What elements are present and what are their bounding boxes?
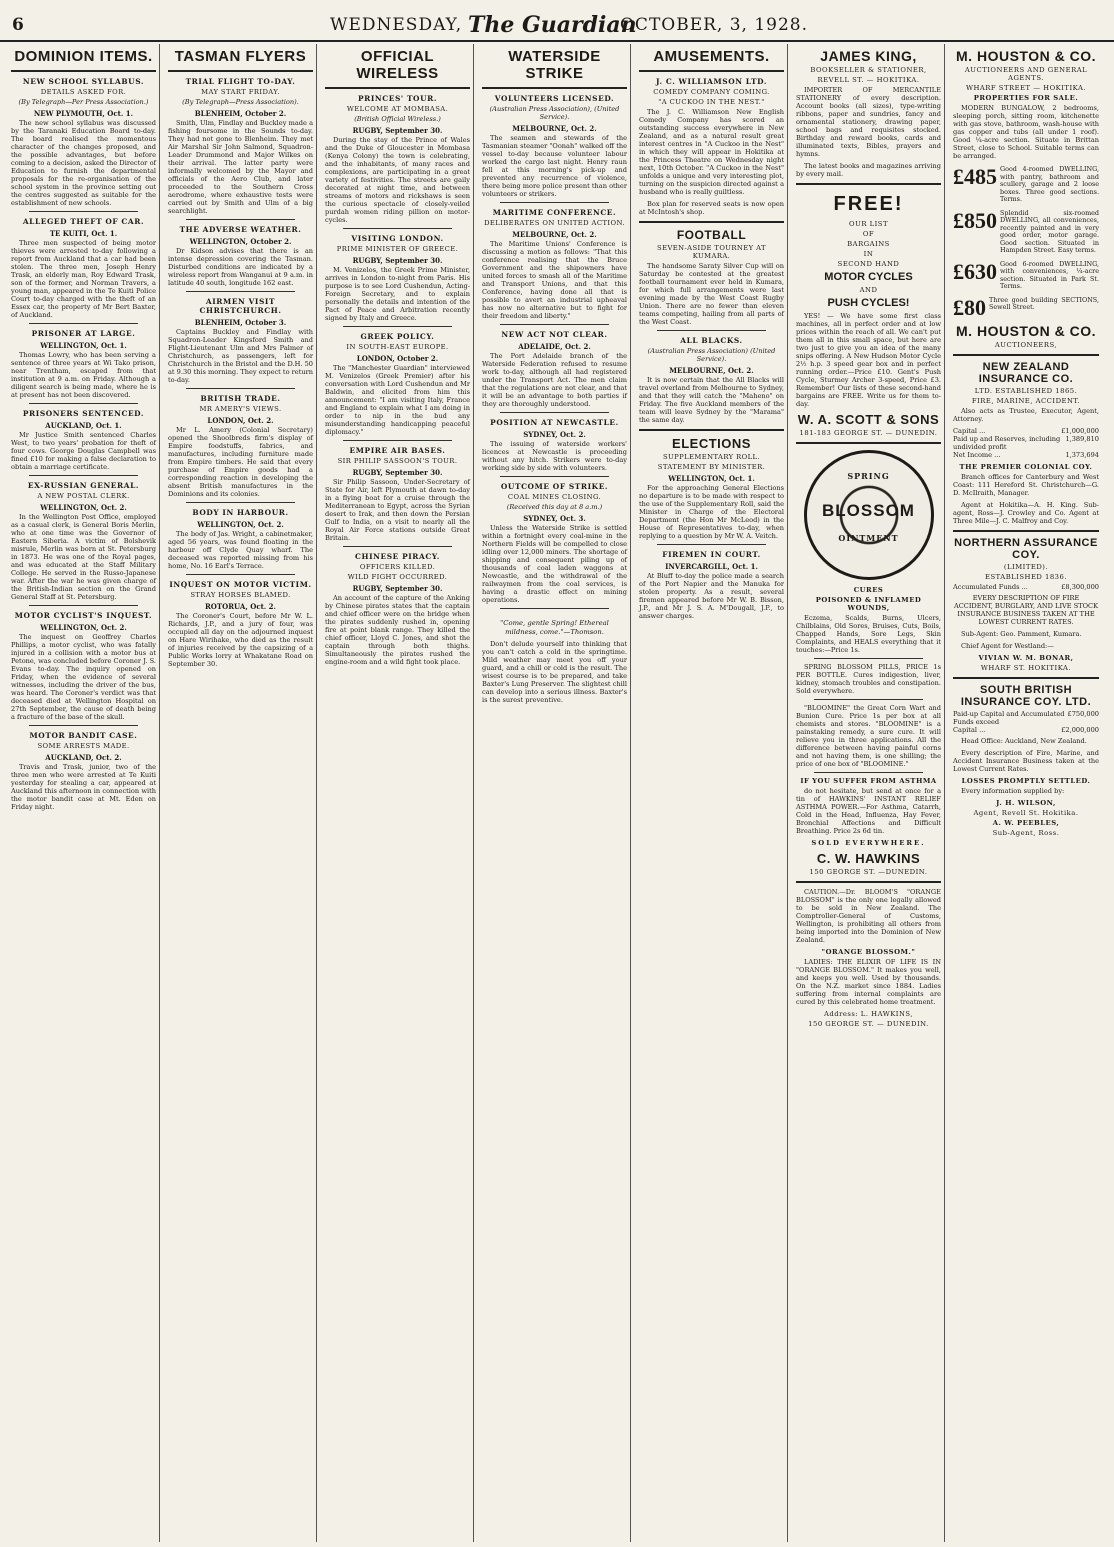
- article-subtitle: STRAY HORSES BLAMED.: [190, 591, 291, 599]
- article-title: ALLEGED THEFT OF CAR.: [22, 217, 145, 226]
- dateline: BLENHEIM, October 3.: [194, 318, 287, 327]
- divider: [186, 219, 295, 220]
- section-heading: ELECTIONS: [672, 436, 751, 451]
- seal-text-top: SPRING: [847, 471, 890, 481]
- property-listing: [953, 258, 1099, 291]
- property-desc: Splendid six-roomed DWELLING, all conveniences, recently painted and in very good order, motor garage. Good section. Situated in Hampden Street. Easy terms.: [1000, 208, 1099, 254]
- divider: [29, 605, 138, 606]
- divider: [953, 530, 1099, 532]
- column-tasman-flyers: [165, 44, 317, 1542]
- column-heading: AMUSEMENTS.: [653, 48, 770, 65]
- ad-address: 150 GEORGE ST. —DUNEDIN.: [809, 868, 928, 876]
- article-title: PRINCES' TOUR.: [357, 94, 438, 103]
- divider: [796, 442, 941, 444]
- article-title: ALL BLACKS.: [680, 336, 743, 345]
- ad-line: OUR LIST: [849, 220, 888, 228]
- article-body: Dr Kidson advises that there is an intense depression covering the Tasman. Disturbed conditions are indicated by a wireless report from Wanganui at 9 a.m. in latitude 40 south, longitude 162 east.: [168, 247, 313, 287]
- article-title: MOTOR CYCLIST'S INQUEST.: [14, 611, 153, 620]
- divider: [500, 608, 609, 609]
- article-body: Unless the Waterside Strike is settled within a fortnight every coal-mine in the Northern Fields will be compelled to close idling over 12,000 miners. The shortage of shipping and consequent piling up of thousands of coal laden waggons at Newcastle, and the withdrawal of the railwaymen from the coal services, is having a drastic effect on mining operations.: [482, 524, 627, 604]
- divider: [29, 475, 138, 476]
- article-source: (By Telegraph—Press Association).: [182, 98, 299, 106]
- dateline: WELLINGTON, Oct. 2.: [40, 503, 127, 512]
- dateline: SYDNEY, Oct. 3.: [523, 514, 586, 523]
- page-number: 6: [12, 15, 24, 35]
- divider: [796, 881, 941, 883]
- property-desc: Good 4-roomed DWELLING, with pantry, bathroom and scullery, garage and 2 loose boxes. Three good sections. Terms.: [1000, 165, 1099, 203]
- article-source: (By Telegraph—Per Press Association.): [18, 98, 149, 106]
- article-title: PRISONERS SENTENCED.: [22, 409, 145, 418]
- ad-subtitle: ESTABLISHED 1836.: [985, 572, 1067, 581]
- financial-label: Paid-up Capital and Accumulated Funds exceed: [953, 709, 1065, 726]
- section-heading: FOOTBALL: [676, 228, 747, 242]
- dateline: WELLINGTON, Oct. 2.: [40, 623, 127, 632]
- divider: [953, 354, 1099, 356]
- article-source: (Received this day at 8 a.m.): [506, 503, 603, 511]
- ad-line: MOTOR CYCLES: [824, 271, 913, 283]
- article-body: The inquest on Geoffrey Charles Phillips, a motor cyclist, who was fatally injured in a collision with a motor bus at Petone, was concluded before Coroner J. S. Evans to-day. The inquiry opened on Friday, when the evidence of several witnesses, including the driver of the bus, was heard. The Coroner's verdict was that deceased died at Wellington Hospital on 27th September, the cause of death being a fracture of the base of the skull.: [11, 633, 156, 721]
- article-title: POSITION AT NEWCASTLE.: [490, 418, 619, 427]
- ad-body: EVERY DESCRIPTION OF FIRE ACCIDENT, BURGLARY, AND LIVE STOCK INSURANCE BUSINESS TAKEN AT THE LOWEST CURRENT RATES.: [953, 593, 1099, 626]
- poem-quote: "Come, gentle Spring! Ethereal mildness, come."—Thomson.: [500, 619, 609, 636]
- column-heading: TASMAN FLYERS: [174, 48, 307, 65]
- divider: [343, 228, 452, 229]
- financial-label: Capital ...: [953, 426, 986, 435]
- divider: [343, 546, 452, 547]
- article-subtitle: SOME ARRESTS MADE.: [37, 742, 130, 750]
- article-body: The issuing of waterside workers' licences at Newcastle is proceeding without any hitch. Strikers were to-day working side by side with volunteers.: [482, 440, 627, 472]
- masthead-title: The Guardian: [468, 12, 637, 38]
- ad-body: Also acts as Trustee, Executor, Agent, Attorney.: [953, 406, 1099, 423]
- ad-south-british-title: SOUTH BRITISH INSURANCE COY. LTD.: [960, 683, 1092, 708]
- column-dominion-items: [8, 44, 160, 1542]
- financial-value: £2,000,000: [1061, 725, 1099, 734]
- ad-body: Head Office: Auckland, New Zealand.: [961, 736, 1087, 745]
- ad-james-king-title: JAMES KING,: [820, 48, 917, 64]
- column-official-wireless: [322, 44, 474, 1542]
- financial-row: [953, 583, 1099, 591]
- column-heading: WATERSIDE STRIKE: [508, 48, 601, 82]
- article-title: NEW ACT NOT CLEAR.: [501, 330, 608, 339]
- ad-body: YES! — We have some first class machines, all in perfect order and at low prices within the reach of all. We can't put them all in this small space, but here are two just to give you an idea of the many snips offering. A New Hudson Motor Cycle 2½ h.p. 3 speed gear box and in perfect running order.—Price £10. Gent's Push Cycle, Sturmey Archer 3-speed, Price £3. Remember! Our lists of these second-hand bargains are FREE. Write us for them to-day.: [796, 312, 941, 408]
- divider: [482, 87, 627, 89]
- dateline: LONDON, October 2.: [356, 354, 439, 363]
- financial-row: [953, 726, 1099, 734]
- ad-address: 150 GEORGE ST. — DUNEDIN.: [808, 1020, 929, 1028]
- column-amusements: [636, 44, 788, 1542]
- article-body: It is now certain that the All Blacks will travel overland from Melbourne to Sydney, and that they will catch the "Maheno" on Friday. The five Auckland members of the team will leave Sydney by the "Marama" the same day.: [639, 376, 784, 424]
- financial-value: £750,000: [1067, 709, 1099, 718]
- ad-line: OF: [862, 230, 875, 238]
- article-title: GREEK POLICY.: [360, 332, 435, 341]
- divider: [186, 388, 295, 389]
- article-title: TRIAL FLIGHT TO-DAY.: [185, 77, 296, 86]
- article-body: Captains Buckley and Findlay with Squadron-Leader Kingsford Smith and Flight-Lieutenant Ulm and Mrs Palmer of Christchurch, as passengers, left for Christchurch in the Bristol and the D.H. 50 at 9.30 this morning. They expect to return to-day.: [168, 328, 313, 384]
- divider: [168, 70, 313, 72]
- property-listing: [953, 294, 1099, 320]
- ad-hawkins-title: C. W. HAWKINS: [816, 851, 921, 866]
- ad-subtitle: THE PREMIER COLONIAL COY.: [959, 462, 1093, 471]
- dateline: MELBOURNE, Oct. 2.: [512, 230, 597, 239]
- ad-address: Address: L. HAWKINS,: [824, 1010, 913, 1018]
- article-subtitle: WILD FIGHT OCCURRED.: [347, 573, 448, 581]
- article-subtitle: COAL MINES CLOSING.: [507, 493, 602, 501]
- article-body: M. Venizelos, the Greek Prime Minister, arrives in London to-night from Paris. His purpose is to see Lord Cushendun, Acting-Foreign Secretary, and to explain personally the details and intention of the Pact of Peace and Arbitration recently signed by Italy and Greece.: [325, 266, 470, 322]
- property-listing: [953, 207, 1099, 255]
- dateline: MELBOURNE, Oct. 2.: [512, 124, 597, 133]
- ad-subtitle: AUCTIONEERS AND GENERAL AGENTS.: [964, 66, 1088, 82]
- property-listing: MODERN BUNGALOW, 2 bedrooms, sleeping porch, sitting room, kitchenette with gas stove, bathroom, wash-house with gas copper and tubs (all under 1 roof). Good ¼-acre section. Situate in Brittan Street, close to School. Suitable terms can be arranged.: [953, 104, 1099, 160]
- article-body: In the Wellington Post Office, employed as a casual clerk, is General Boris Merlin, who at one time was the Governor of Eastern Siberia. A victim of Bolshevik misrule, Merlin was born at St. Petersburg in 1873. He was one of the Royal pages, and was educated at the Staff Military College. He served in the Russo-Japanese war. After the war he was given charge of the British-Indian section on the Grand General Staff at St. Petersburg.: [11, 513, 156, 601]
- ad-address: WHARF ST. HOKITIKA.: [980, 663, 1072, 672]
- article-source: (Australian Press Association), (United Service).: [489, 105, 620, 121]
- article-title: THE ADVERSE WEATHER.: [179, 225, 302, 234]
- financial-label: Net Income ...: [953, 450, 1001, 459]
- spring-blossom-seal-icon: [804, 450, 934, 580]
- article-title: J. C. WILLIAMSON LTD.: [655, 77, 767, 86]
- article-title: CHINESE PIRACY.: [355, 552, 440, 561]
- divider: [657, 544, 766, 545]
- column-waterside-strike: [479, 44, 631, 1542]
- dateline: RUGBY, September 30.: [352, 584, 443, 593]
- article-title: OUTCOME OF STRIKE.: [500, 482, 609, 491]
- ad-subtitle: LOSSES PROMPTLY SETTLED.: [961, 776, 1091, 785]
- financial-value: 1,373,694: [1065, 450, 1099, 459]
- ad-subtitle: FIRE, MARINE, ACCIDENT.: [971, 396, 1081, 405]
- article-title: AIRMEN VISIT CHRISTCHURCH.: [199, 297, 282, 315]
- divider: [500, 324, 609, 325]
- ad-address: 181-183 GEORGE ST. — DUNEDIN.: [799, 429, 938, 437]
- article-subtitle: DETAILS ASKED FOR.: [40, 88, 127, 96]
- seal-text-main: BLOSSOM: [822, 501, 915, 520]
- property-price: £630: [953, 258, 997, 284]
- article-body: The seamen and stewards of the Tasmanian steamer "Oonah" walked off the vessel to-day because volunteer labour worked the cargo last night. Henry raun fell at this morning's pick-up and prevented any recurrence of violence, there being more police present than other volunteers or strikers.: [482, 134, 627, 198]
- article-subtitle: DELIBERATES ON UNITED ACTION.: [484, 219, 625, 227]
- financial-row: [953, 427, 1099, 435]
- ad-line: CURES: [853, 586, 884, 594]
- column-heading: DOMINION ITEMS.: [14, 48, 153, 65]
- divider: [11, 70, 156, 72]
- ad-northern-title: NORTHERN ASSURANCE COY.: [954, 536, 1098, 561]
- article-body: Travis and Trask, junior, two of the three men who were arrested at Te Kuiti yesterday for stealing a car, appeared at Auckland this afternoon in connection with the motor bandit case at Mt. Eden on Friday night.: [11, 763, 156, 811]
- article-title: MARITIME CONFERENCE.: [492, 208, 617, 217]
- ad-line: SECOND HAND: [837, 260, 900, 268]
- article-title: FIREMEN IN COURT.: [662, 550, 761, 559]
- masthead: [0, 10, 1114, 42]
- ad-body: Every description of Fire, Marine, and Accident Insurance Business taken at the Lowest Current Rates.: [953, 748, 1099, 773]
- dateline: MELBOURNE, Oct. 2.: [669, 366, 754, 375]
- ad-agent-name: VIVIAN W. M. BONAR,: [978, 653, 1074, 662]
- ad-line: IN: [863, 250, 874, 258]
- divider: [500, 202, 609, 203]
- article-body: Thomas Lowry, who has been serving a sentence of three years at Wi Tako prison, near Trentham, escaped from that institution at 9 a.m. on Friday. Although a diligent search is being made, where he is at present has not been discovered.: [11, 351, 156, 399]
- ad-subtitle: PROPERTIES FOR SALE.: [973, 94, 1079, 102]
- divider: [29, 211, 138, 212]
- article-title: MOTOR BANDIT CASE.: [29, 731, 138, 740]
- financial-label: Paid up and Reserves, including undivided profit: [953, 434, 1061, 451]
- seal-text-bottom: OINTMENT: [838, 533, 899, 543]
- article-body: The body of Jas. Wright, a cabinetmaker, aged 56 years, was found floating in the harbour off Clyde Quay wharf. The deceased was reported missing from his home, No. 16 Earl's Terrace.: [168, 530, 313, 570]
- article-title: PRISONER AT LARGE.: [31, 329, 136, 338]
- dateline: AUCKLAND, Oct. 1.: [45, 421, 122, 430]
- divider: [814, 658, 923, 659]
- divider: [500, 412, 609, 413]
- article-subtitle: OFFICERS KILLED.: [359, 563, 436, 571]
- ad-address: Sub-Agent, Ross.: [992, 828, 1060, 837]
- ad-free-heading: FREE!: [833, 193, 904, 215]
- article-subtitle: IN SOUTH-EAST EUROPE.: [346, 343, 449, 351]
- article-body: During the stay of the Prince of Wales and the Duke of Gloucester in Mombasa (Kenya Colony) the town is celebrating, and the inhabitants, of many races and complexions, are participating in a great variety of festivities. The streets are gaily decorated at night time, and between streams of motors and rickshaws is seen the curious spectacle of closely-veiled purdah women riding pillion on motor-cycles.: [325, 136, 470, 224]
- article-title: VOLUNTEERS LICENSED.: [494, 94, 615, 103]
- article-subtitle: SEVEN-ASIDE TOURNEY AT KUMARA.: [657, 244, 766, 260]
- dateline: WELLINGTON, Oct. 1.: [40, 341, 127, 350]
- ad-body: Every information supplied by:: [961, 786, 1065, 795]
- ad-subtitle: (LIMITED).: [1003, 562, 1049, 571]
- ad-subtitle: POISONED & INFLAMED WOUNDS,: [815, 596, 922, 612]
- ad-body: IMPORTER OF MERCANTILE STATIONERY of every description. Account books (all sizes), type-writing ribbons, paper and sundries, fancy and ornamental stationery, drawing paper, school bags and requisites stocked. Birthday and reward books, cards and illuminated texts, Bibles, prayers and hymns.: [796, 86, 941, 158]
- ad-subtitle: AUCTIONEERS,: [994, 340, 1058, 349]
- ad-houston-footer: M. HOUSTON & CO.: [956, 322, 1096, 339]
- divider: [953, 677, 1099, 679]
- article-subtitle: SUPPLEMENTARY ROLL.: [663, 453, 760, 461]
- masthead-day: WEDNESDAY,: [330, 15, 463, 35]
- ad-subtitle: "ORANGE BLOSSOM.": [821, 948, 916, 956]
- financial-row: [953, 435, 1099, 451]
- article-body: Sir Philip Sassoon, Under-Secretary of State for Air, left Plymouth at dawn to-day in a flying boat for a cruise through the Mediterranean to Egypt, across the Syrian desert to Irak, and then down the Persian Gulf to India, on a visit to nearly all the Royal Air Force stations outside Great Britain.: [325, 478, 470, 542]
- ad-body: CAUTION.—Dr. BLOOM'S "ORANGE BLOSSOM" is the only one legally allowed to be sold in New Zealand. The Comptroller-General of Customs, Wellington, is prohibiting all others from being imported into the Dominion of New Zealand.: [796, 888, 941, 944]
- dateline: INVERCARGILL, Oct. 1.: [665, 562, 758, 571]
- dateline: RUGBY, September 30.: [352, 126, 443, 135]
- divider: [343, 326, 452, 327]
- ad-houston-title: M. HOUSTON & CO.: [956, 48, 1096, 64]
- divider: [657, 330, 766, 331]
- dateline: WELLINGTON, Oct. 2.: [197, 520, 284, 529]
- ad-body: do not hesitate, but send at once for a tin of HAWKINS' INSTANT RELIEF ASTHMA POWER.—For Asthma, Catarrh, Cold in the Head, Influenza, Hay Fever, Bronchial Affections and Difficult Breathing. Price 2s 6d tin.: [796, 787, 941, 835]
- article-title: EX-RUSSIAN GENERAL.: [27, 481, 140, 490]
- dateline: BLENHEIM, October 2.: [194, 109, 287, 118]
- article-subtitle: PRIME MINISTER OF GREECE.: [336, 245, 459, 253]
- article-body: The "Manchester Guardian" interviewed M. Venizelos (Greek Premier) after his conversation with Lord Cushendun and Mr Baldwin, and elicited from him this announcement: "I am visiting Italy, France and England to explain what I am doing in order to nip in the bud any misunderstanding handicapping peaceful diplomacy.": [325, 364, 470, 436]
- article-body: The Coroner's Court, before Mr W. L. Richards, J.P., and a jury of four, was occupied all day on the adjourned inquest on Hare Wirihake, who died as the result of injuries received by the capsizing of a Public Works lorry at Whakatane Road on September 30.: [168, 612, 313, 668]
- article-subtitle: STATEMENT BY MINISTER.: [657, 463, 766, 471]
- ad-nz-insurance-title: NEW ZEALAND INSURANCE CO.: [978, 360, 1074, 385]
- article-subtitle: "A CUCKOO IN THE NEST.": [658, 98, 765, 106]
- article-subtitle: MAY START FRIDAY.: [201, 88, 280, 96]
- ad-line: PUSH CYCLES!: [827, 297, 910, 309]
- ad-body: Chief Agent for Westland:—: [961, 641, 1054, 650]
- financial-row: [953, 710, 1099, 726]
- columns: [8, 44, 1108, 1542]
- article-body: The new school syllabus was discussed by the Taranaki Education Board to-day. The board realised the momentous character of the changes proposed, and the possible advantages, but before coming to a decision, asked the Director of Education to furnish the departmental proposals for the re-organisation of the school system in the province setting out the centres suggested as suitable for the establishment of new schools.: [11, 119, 156, 207]
- article-body: Smith, Ulm, Findlay and Buckley made a fishing foursome in the Sounds to-day. They had not gone to Blenheim. They met Air Marshal Sir John Salmond, Squadron-Leader Drummond and Major Wilkes on their arrival. The latter party were informally welcomed by the Mayor and officials of the Aero Club, and later proceeded to the Southern Cross aerodrome, where exhaustive tests were carried out by Smith and Ulm of a big searchlight.: [168, 119, 313, 215]
- divider: [186, 574, 295, 575]
- article-body: Mr Justice Smith sentenced Charles West, to two years' probation for theft of four cows. George Douglas Campbell was fined £10 for making a false declaration to obtain a marriage certificate.: [11, 431, 156, 471]
- dateline: ROTORUA, Oct. 2.: [204, 602, 276, 611]
- article-body: The handsome Saraty Silver Cup will on Saturday be contested at the greatest football tournament ever held in Kumara, for which full arrangements were last evening made by the West Coast Rugby Union. There are no fewer than eleven teams competing, hailing from all parts of the West Coast.: [639, 262, 784, 326]
- divider: [29, 403, 138, 404]
- dateline: WELLINGTON, Oct. 1.: [668, 474, 755, 483]
- article-title: VISITING LONDON.: [351, 234, 444, 243]
- article-subtitle: WELCOME AT MOMBASA.: [346, 105, 449, 113]
- article-subtitle: COMEDY COMPANY COMING.: [653, 88, 770, 96]
- ad-subtitle: LTD. ESTABLISHED 1865.: [974, 386, 1078, 395]
- dateline: LONDON, Oct. 2.: [207, 416, 274, 425]
- ad-line: BARGAINS: [847, 240, 890, 248]
- dateline: TE KUITI, Oct. 1.: [49, 229, 118, 238]
- ad-agent-name: A. W. PEEBLES,: [992, 818, 1060, 827]
- column-advertisements-a: [793, 44, 945, 1542]
- ad-body: "BLOOMINE" the Great Corn Wart and Bunion Cure. Price 1s per box at all chemists and stores. "BLOOMINE" is a painstaking remedy, a sure cure. It will relieve you in three applications. All the difference between having painful corns and not having them, is one shilling; the price of one box of "BLOOMINE.": [796, 704, 941, 768]
- divider: [29, 725, 138, 726]
- dateline: AUCKLAND, Oct. 2.: [45, 753, 122, 762]
- article-subtitle: MR AMERY'S VIEWS.: [199, 405, 282, 413]
- divider: [343, 440, 452, 441]
- article-title: BODY IN HARBOUR.: [192, 508, 289, 517]
- financial-value: £8,300,000: [1061, 582, 1099, 591]
- property-desc: Good 6-roomed DWELLING, with conveniences, ¼-acre section. Situated in Park St. Terms.: [1000, 259, 1099, 290]
- article-body: For the approaching General Elections no departure is to be made with respect to the use of the Supplementary Roll, said the Minister in Charge of the Electoral Department (the Hon Mr McLeod) in the House of Representatives to-day, when replying to a question by Mr W. A. Veitch.: [639, 484, 784, 540]
- ad-body: SPRING BLOSSOM PILLS, PRICE 1s PER BOTTLE. Cures indigestion, liver, kidney, stomach troubles and constipation. Sold everywhere.: [796, 663, 941, 695]
- ad-line: SOLD EVERYWHERE.: [811, 839, 926, 847]
- article-title: INQUEST ON MOTOR VICTIM.: [169, 580, 312, 589]
- divider: [796, 183, 941, 185]
- dateline: RUGBY, September 30.: [352, 256, 443, 265]
- ad-body: LADIES: THE ELIXIR OF LIFE IS IN "ORANGE BLOSSOM." It makes you well, and keeps you well. Used by thousands. On the N.Z. market since 1884. Ladies suffering from internal complaints are cured by this celebrated home treatment.: [796, 958, 941, 1006]
- financial-row: [953, 451, 1099, 459]
- ad-subtitle: IF YOU SUFFER FROM ASTHMA: [800, 777, 937, 785]
- ad-scott-title: W. A. SCOTT & SONS: [797, 412, 940, 427]
- dateline: WELLINGTON, October 2.: [189, 237, 292, 246]
- financial-label: Capital ...: [953, 725, 986, 734]
- divider: [186, 291, 295, 292]
- ad-line: AND: [859, 286, 878, 294]
- financial-value: £1,000,000: [1061, 426, 1099, 435]
- article-body: An account of the capture of the Anking by Chinese pirates states that the captain and chief officer were on the bridge when the pirates suddenly rushed in, opening fire at point blank range. They killed the chief officer, Lloyd C. Jones, and shot the captain through both thighs. Simultaneously the pirates rushed the engine-room and a wild fight took place.: [325, 594, 470, 666]
- article-body: At Bluff to-day the police made a search of the Port Napier and the Manuka for stolen property. As a result, several firemen appeared before Mr W. B. Bisson, J.P., and Mr J. S. A. M'Dougall, J.P., to answer charges.: [639, 572, 784, 620]
- article-title: BRITISH TRADE.: [200, 394, 281, 403]
- divider: [639, 221, 784, 223]
- ad-body: The latest books and magazines arriving by every mail.: [796, 162, 941, 178]
- financial-value: 1,389,810: [1065, 434, 1099, 443]
- article-title: EMPIRE AIR BASES.: [349, 446, 446, 455]
- divider: [814, 772, 923, 773]
- dateline: NEW PLYMOUTH, Oct. 1.: [33, 109, 134, 118]
- ad-body: Branch offices for Canterbury and West Coast: 111 Hereford St. Christchurch—G. D. McIlraith, Manager.: [953, 472, 1099, 497]
- ad-address: WHARF STREET — HOKITIKA.: [965, 84, 1087, 92]
- financial-label: Accumulated Funds ...: [953, 582, 1028, 591]
- divider: [639, 70, 784, 72]
- dateline: SYDNEY, Oct. 2.: [523, 430, 586, 439]
- property-price: £850: [953, 207, 997, 233]
- divider: [186, 502, 295, 503]
- divider: [29, 323, 138, 324]
- article-body: The Port Adelaide branch of the Waterside Federation refused to resume work to-day, although all had registered under the Transport Act. The men claim that the regulations are not clear, and that it will be an advantage to both parties if they are thoroughly understood.: [482, 352, 627, 408]
- article-source: (British Official Wireless.): [354, 115, 441, 123]
- property-listing: [953, 166, 1099, 204]
- article-subtitle: SIR PHILIP SASSOON'S TOUR.: [337, 457, 458, 465]
- dateline: ADELAIDE, Oct. 2.: [518, 342, 591, 351]
- property-price: £485: [953, 164, 997, 189]
- divider: [639, 429, 784, 431]
- article-body: The Maritime Unions' Conference is discussing a motion as follows: "That this conference realising that the Bruce Government and the shipowners have united forces to smash all of the Maritime and Transport Unions, and that this Conference, having done all that is possible to avert an industrial upheaval has now no alternative but to fight for their freedom and liberty.": [482, 240, 627, 320]
- divider: [500, 476, 609, 477]
- property-desc: Three good building SECTIONS, Sewell Street.: [989, 295, 1099, 311]
- article-body: The J. C. Williamson New English Comedy Company has scored an outstanding success everywhere in New Zealand, and as a natural result great interest centres in "A Cuckoo in the Nest" in which they will appear in Hokitika at the Princess Theatre on Wednesday night next, 10th October. "A Cuckoo in the Nest" unfolds a unique and very interesting plot, turning on the suspicion directed against a husband who is really guiltless.: [639, 108, 784, 196]
- ad-agent-name: J. H. WILSON,: [996, 798, 1056, 807]
- ad-body: Eczema, Scalds, Burns, Ulcers, Chilblains, Old Sores, Bruises, Cuts, Boils, Chapped Hands, Sore Legs, Skin Complaints, and HEALS everything that it touches:—Price 1s.: [796, 614, 941, 654]
- property-price: £80: [953, 294, 986, 320]
- article-source: (Australian Press Association) (United Service).: [647, 347, 776, 363]
- ad-address: REVELL ST. — HOKITIKA.: [817, 76, 920, 84]
- masthead-date: OCTOBER, 3, 1928.: [620, 15, 809, 35]
- article-subtitle: A NEW POSTAL CLERK.: [37, 492, 130, 500]
- dateline: RUGBY, September 30.: [352, 468, 443, 477]
- divider: [325, 87, 470, 89]
- ad-subtitle: BOOKSELLER & STATIONER,: [810, 66, 927, 74]
- column-advertisements-b: [950, 44, 1102, 1542]
- divider: [814, 699, 923, 700]
- article-body: Box plan for reserved seats is now open at McIntosh's shop.: [639, 200, 784, 216]
- article-title: NEW SCHOOL SYLLABUS.: [22, 77, 145, 86]
- article-body: Mr L. Amery (Colonial Secretary) opened the Shoolbreds firm's display of Empire foodstuffs, fabrics, and manufactures, including furniture made from Empire timbers. He said that every purchase of Empire goods had a corresponding reaction in developing the absent British manufactures in the Dominions and its colonies.: [168, 426, 313, 498]
- article-body: Don't delude yourself into thinking that you can't catch a cold in the springtime. Mild weather may meet you off your guard, and a chill or cold is the result. The wisest course is to be prepared, and take Baxter's Lung Preserver. The slightest chill can develop into a serious illness. Baxter's is the surest preventive.: [482, 640, 627, 704]
- ad-body: Sub-Agent: Geo. Pamment, Kumara.: [961, 629, 1082, 638]
- column-heading: OFFICIAL WIRELESS: [356, 48, 439, 82]
- ad-body: Agent at Hokitika—A. H. King. Sub-agent, Ross—J. Crowley and Co. Agent at Three Mile—J. C. Malfroy and Coy.: [953, 500, 1099, 525]
- ad-address: Agent, Revell St. Hokitika.: [973, 808, 1079, 817]
- article-body: Three men suspected of being motor thieves were arrested to-day following a report from Auckland that a car had been stolen. The three men, Joseph Henry Trask, an elderly man, Roy Edward Trask, son of the former, and Norman Travers, a young man, appeared in the Te Kuiti Police Court to-day charged with the theft of an Essex car, the property of Mr Bert Baxter, of Auckland.: [11, 239, 156, 319]
